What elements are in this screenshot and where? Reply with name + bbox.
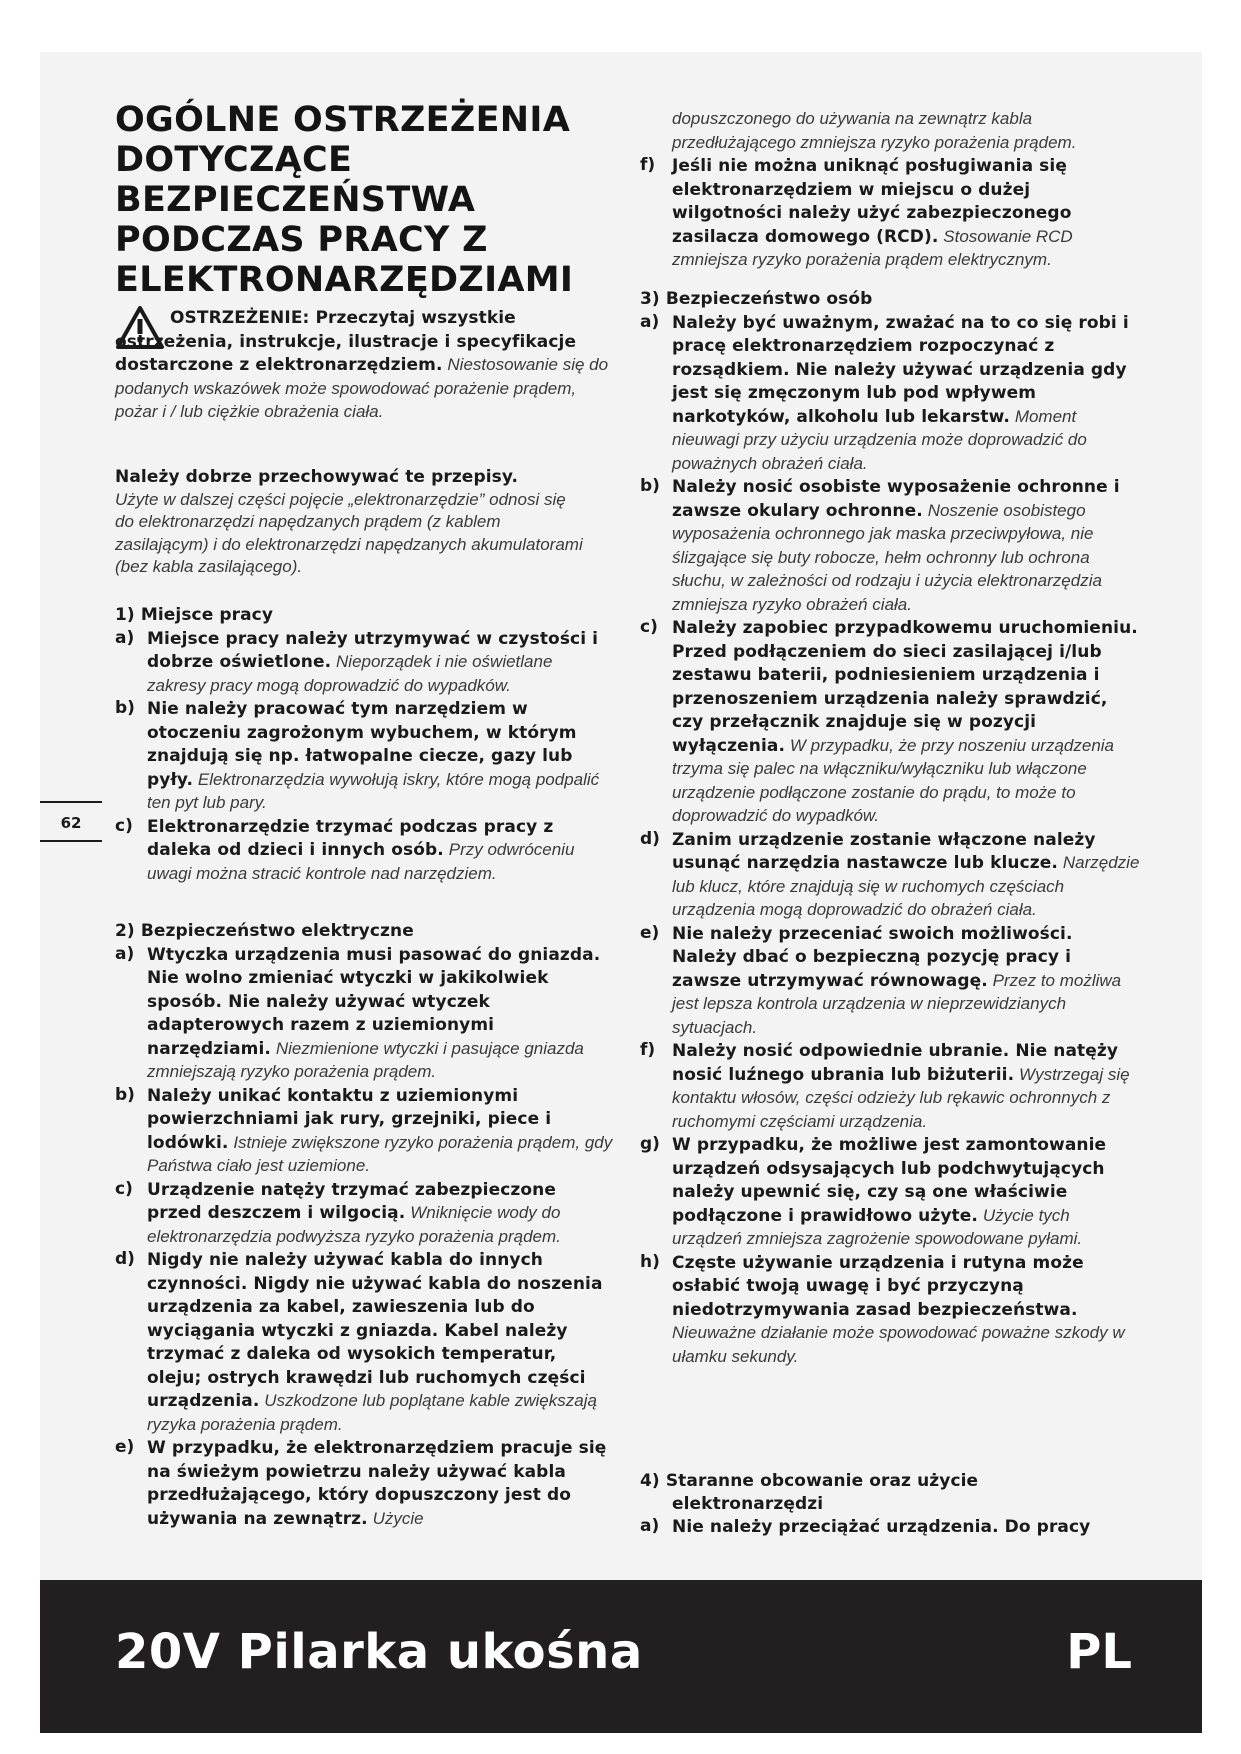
item-label: a) [640,1516,660,1536]
item-label: c) [115,1178,133,1199]
list-item [115,1248,615,1436]
item-italic: Uszkodzone lub poplątane kable zwiększają ryzyka porażenia prądem. [147,1391,597,1434]
list-item [640,475,1140,616]
item-label: b) [115,1084,135,1105]
section-heading: 4) Staranne obcowanie oraz użycie [640,1471,979,1491]
item-bold: Nigdy nie należy używać kabla do innych czynności. Nigdy nie używać kabla do noszenia urządzenia za kabel, zawieszenia lub do wyciągania wtyczki z gniazda. Kabel należy trzymać z daleka od wysokich temperatur, oleju; ostrych krawędzi lub ruchomych części urządzenia. [147,1250,603,1411]
item-bold: Należy nosić odpowiednie ubranie. Nie natęży nosić luźnego ubrania lub biżuterii. [672,1041,1119,1085]
item-italic: Użycie tych urządzeń zmniejsza zagrożenie spowodowane pyłami. [672,1205,1083,1248]
list-item [115,697,615,815]
item-bold: Miejsce pracy należy utrzymywać w czystości i dobrze oświetlone. [147,628,599,672]
item-bold: Elektronarzędzie trzymać podczas pracy z daleka od dzieci i innych osób. [147,816,554,860]
item-italic: Przez to możliwa jest lepsza kontrola urządzenia w nieprzewidzianych sytuacjach. [672,970,1122,1037]
item-bold: Wtyczka urządzenia musi pasować do gniazda. Nie wolno zmieniać wtyczki w jakikolwiek sposób. Nie należy używać wtyczek adapterowych razem z uziemionymi narzędziami. [147,944,601,1059]
item-label: a) [640,311,660,332]
list-item [640,1039,1140,1133]
keep-italic: Użyte w dalszej części pojęcie „elektronarzędzie” odnosi się do elektronarzędzi napędzanych prądem (z kablem zasilającym) i do elektronarzędzi napędzanych akumulatorami (bez kabla zasilającego). [115,489,583,576]
item-italic: Nieuważne działanie może spowodować poważne szkody w ułamku sekundy. [672,1323,1125,1366]
section-electrical-safety [115,920,615,1530]
item-bold: Należy nosić osobiste wyposażenie ochronne i zawsze okulary ochronne. [672,477,1120,521]
item-italic: Moment nieuwagi przy użyciu urządzenia może doprowadzić do poważnych obrażeń ciała. [672,406,1087,473]
item-label: f) [640,155,656,175]
list-item [115,1178,615,1249]
list-item [115,627,615,698]
right-top-block [640,107,1140,272]
item-bold: Należy zapobiec przypadkowemu uruchomieniu. Przed podłączeniem do sieci zasilającej i/lub zestawu baterii, podniesieniem urządzenia i przenoszeniem urządzenia należy sprawdzić, czy przełącznik znajduje się w pozycji wyłączenia. [672,618,1138,756]
section-heading: 3) Bezpieczeństwo osób [640,289,873,309]
item-bold: W przypadku, że elektronarzędziem pracuje się na świeżym powietrzu należy używać kabla przedłużającego, który dopuszczony jest do używania na zewnątrz. [147,1438,607,1529]
title-line: DOTYCZĄCE [115,140,353,180]
item-label: g) [640,1134,660,1154]
footer-bar [40,1580,1202,1733]
title-line: PODCZAS PRACY Z [115,220,488,260]
item-bold: Nie należy przeceniać swoich możliwości. Należy dbać o bezpieczną pozycję pracy i zawsze utrzymywać równowagę. [672,923,1073,991]
section-work-area [115,604,615,885]
page-number: 62 [60,814,82,832]
item-italic: Elektronarzędzia wywołują iskry, które mogą podpalić ten pyt lub pary. [147,769,600,812]
keep-paragraph [115,466,615,579]
list-item [640,1133,1140,1251]
item-label: e) [640,922,660,943]
item-label: h) [640,1251,660,1272]
item-label: b) [115,698,135,718]
item-italic: Noszenie osobistego wyposażenia ochronnego jak maska przeciwpyłowa, nie ślizgające się buty robocze, hełm ochronny lub ochrona słuchu, w zależności od rodzaju i użycia elektronarzędzia zmniejsza ryzyko obrażeń ciała. [672,500,1102,614]
item-italic: Przy odwróceniu uwagi można stracić kontrole nad narzędziem. [147,840,575,883]
item-bold: Należy być uważnym, zważać na to co się robi i pracę elektronarzędziem rozpoczynać z rozsądkiem. Nie należy używać urządzenia gdy jest się zmęczonym lub pod wpływem narkotyków, alkoholu lub lekarstw. [672,312,1129,427]
item-label: c) [115,815,133,836]
keep-bold: Należy dobrze przechowywać te przepisy. [115,467,519,487]
item-italic: W przypadku, że przy noszeniu urządzenia trzyma się palec na włączniku/wyłączniku lub włączone urządzenie podłączone zostanie do prądu, to może to doprowadzić do wypadków. [672,735,1115,825]
item-label: a) [115,943,135,964]
item-italic: Niezmienione wtyczki i pasujące gniazda zmniejszają ryzyko porażenia prądem. [147,1038,584,1081]
product-title: 20V Pilarka ukośna [115,1624,643,1680]
title-line: ELEKTRONARZĘDZIAMI [115,260,574,300]
item-label: c) [640,617,658,637]
language-code: PL [1066,1624,1132,1680]
list-item [115,1084,615,1178]
item-label: d) [115,1249,135,1269]
section-heading: 1) Miejsce pracy [115,605,274,625]
section-tool-use [640,1470,1140,1539]
item-italic: Wystrzegaj się kontaktu włosów, części odzieży lub rękawic ochronnych z ruchomymi częściami urządzenia. [672,1064,1130,1131]
item-italic: Nieporządek i nie oświetlane zakresy pracy mogą doprowadzić do wypadków. [147,652,553,695]
item-bold: Jeśli nie można uniknąć posługiwania się elektronarzędziem w miejscu o dużej wilgotności należy użyć zabezpieczonego zasilacza domowego (RCD). [672,156,1072,247]
page-title [115,100,585,300]
item-bold: Częste używanie urządzenia i rutyna może osłabić twoją uwagę i być przyczyną niedotrzymywania zasad bezpieczeństwa. [672,1252,1084,1320]
item-label: e) [115,1437,135,1457]
list-item [640,828,1140,922]
item-italic: Użycie [372,1508,424,1528]
section-heading: 2) Bezpieczeństwo elektryczne [115,921,414,941]
list-item [640,154,1140,272]
warning-italic: Niestosowanie się do podanych wskazówek może spowodować porażenie prądem, pożar i / lub ciężkie obrażenia ciała. [115,355,609,421]
list-item [640,1251,1140,1369]
item-label: a) [115,627,135,648]
item-italic: Wniknięcie wody do elektronarzędzia podwyższa ryzyko porażenia prądem. [147,1203,561,1246]
item-bold: Nie należy pracować tym narzędziem w otoczeniu zagrożonym wybuchem, w którym znajdują się np. łatwopalne ciecze, gazy lub pyły. [147,699,577,790]
list-item [640,922,1140,1040]
item-bold: Należy unikać kontaktu z uziemionymi powierzchniami jak rury, grzejniki, piece i lodówki. [147,1085,552,1153]
item-bold: W przypadku, że możliwe jest zamontowanie urządzeń odsysających lub podchwytujących należy upewnić się, czy są one właściwie podłączone i prawidłowo użyte. [672,1135,1107,1226]
list-item [115,943,615,1084]
continuation-text: dopuszczonego do używania na zewnątrz kabla przedłużającego zmniejsza ryzyko porażenia prądem. [672,109,1077,152]
item-italic: Narzędzie lub klucz, które znajdują się w ruchomych częściach urządzenia mogą doprowadzić do obrażeń ciała. [672,853,1140,919]
list-item [115,815,615,886]
title-line: BEZPIECZEŃSTWA [115,180,476,220]
page-number-rule-top [40,801,102,803]
item-label: d) [640,828,660,849]
item-bold: Urządzenie natęży trzymać zabezpieczone przed deszczem i wilgocią. [147,1179,556,1223]
list-item [640,616,1140,828]
title-line: OGÓLNE OSTRZEŻENIA [115,100,571,140]
warning-bold: OSTRZEŻENIE: Przeczytaj wszystkie ostrzeżenia, instrukcje, ilustracje i specyfikacje dostarczone z elektronarzędziem. [115,308,577,375]
list-item [640,1515,1140,1539]
item-bold: Zanim urządzenie zostanie włączone należy usunąć narzędzia nastawcze lub klucze. [672,829,1096,873]
list-item [640,311,1140,476]
warning-paragraph [115,306,615,424]
item-label: b) [640,476,660,496]
section-personal-safety [640,288,1140,1368]
item-italic: Istnieje zwiększone ryzyko porażenia prądem, gdy Państwa ciało jest uziemione. [147,1132,613,1175]
list-item [115,1436,615,1530]
item-italic: Stosowanie RCD zmniejsza ryzyko porażenia prądem elektrycznym. [672,226,1073,269]
item-bold: Nie należy przeciążać urządzenia. Do pracy [672,1517,1091,1537]
section-heading-cont: elektronarzędzi [672,1493,824,1514]
page-number-rule-bottom [40,840,102,842]
item-label: f) [640,1040,656,1060]
